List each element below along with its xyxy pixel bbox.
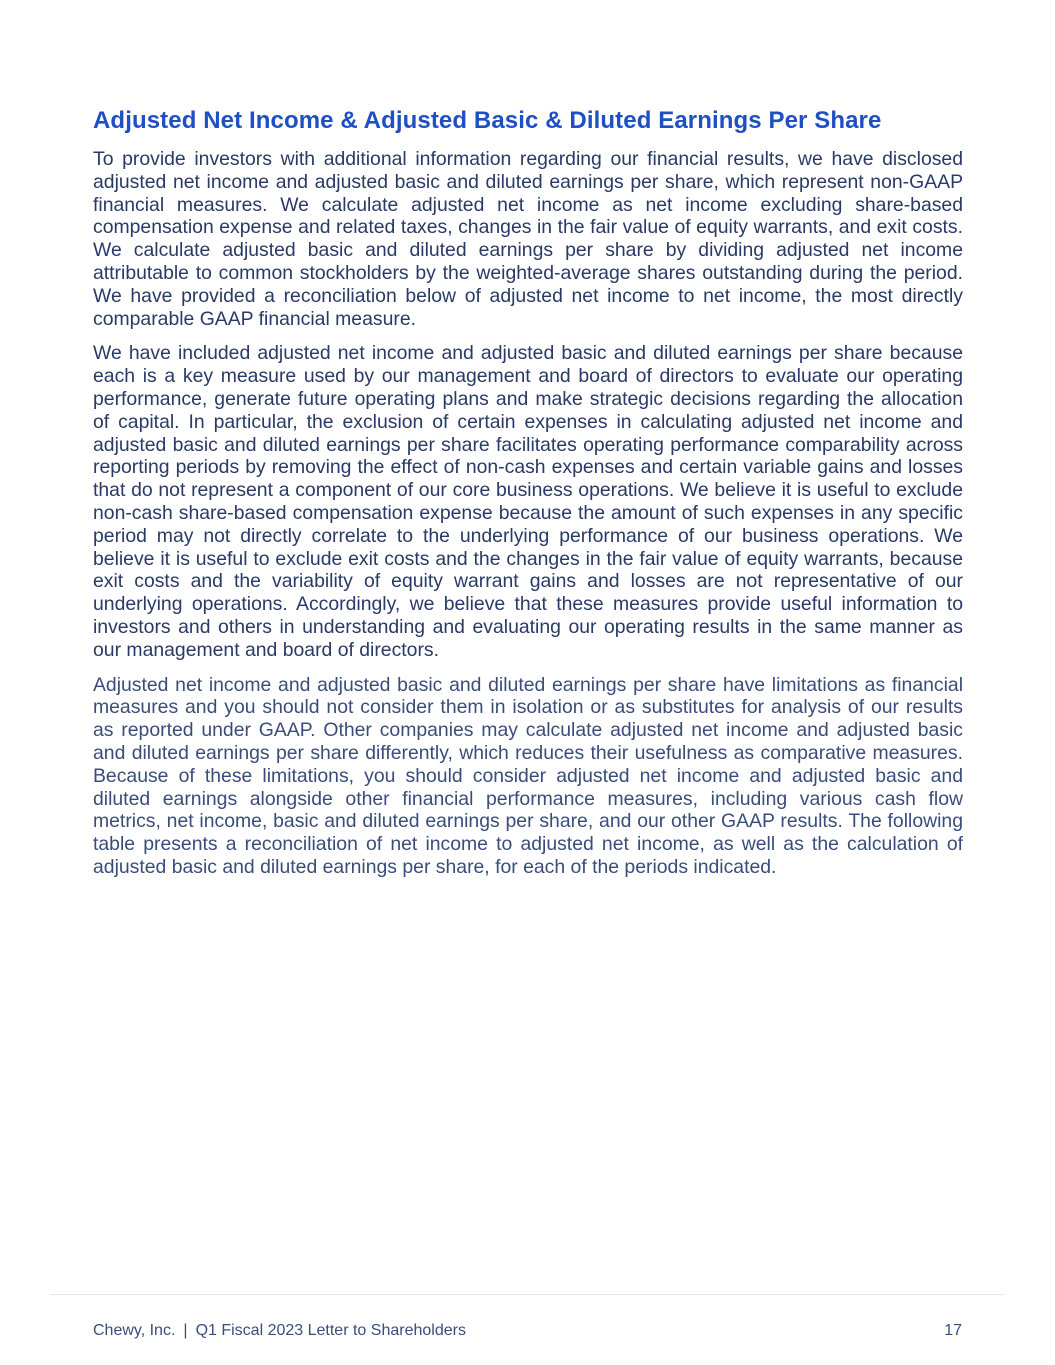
footer-document: Q1 Fiscal 2023 Letter to Shareholders xyxy=(195,1322,466,1339)
footer-divider xyxy=(50,1294,1005,1295)
paragraph-intro: To provide investors with additional information regarding our financial results, we have disclosed adjusted net income and adjusted basic and diluted earnings per share, which represent non-GAAP financial measures. We calculate adjusted net income as net income excluding share-based compensation expense and related taxes, changes in the fair value of equity warrants, and exit costs. We calculate adjusted basic and diluted earnings per share by dividing adjusted net income attributable to common stockholders by the weighted-average shares outstanding during the period. We have provided a reconciliation below of adjusted net income to net income, the most directly comparable GAAP financial measure. xyxy=(93,148,963,330)
page-content xyxy=(93,106,963,891)
paragraph-rationale: We have included adjusted net income and adjusted basic and diluted earnings per share because each is a key measure used by our management and board of directors to evaluate our operating performance, generate future operating plans and make strategic decisions regarding the allocation of capital. In particular, the exclusion of certain expenses in calculating adjusted net income and adjusted basic and diluted earnings per share facilitates operating performance comparability across reporting periods by removing the effect of non-cash expenses and certain variable gains and losses that do not represent a component of our core business operations. We believe it is useful to exclude non-cash share-based compensation expense because the amount of such expenses in any specific period may not directly correlate to the underlying performance of our business operations. We believe it is useful to exclude exit costs and the changes in the fair value of equity warrants, because exit costs and the variability of equity warrant gains and losses are not representative of our underlying operations. Accordingly, we believe that these measures provide useful information to investors and others in understanding and evaluating our operating results in the same manner as our management and board of directors. xyxy=(93,342,963,661)
page-number: 17 xyxy=(944,1322,962,1339)
footer-company: Chewy, Inc. xyxy=(93,1322,176,1339)
footer-separator: | xyxy=(183,1322,188,1339)
section-heading: Adjusted Net Income & Adjusted Basic & Diluted Earnings Per Share xyxy=(93,107,882,134)
footer-title xyxy=(93,1321,466,1341)
paragraph-limitations: Adjusted net income and adjusted basic and diluted earnings per share have limitations as financial measures and you should not consider them in isolation or as substitutes for analysis of our results as reported under GAAP. Other companies may calculate adjusted net income and adjusted basic and diluted earnings per share differently, which reduces their usefulness as comparative measures. Because of these limitations, you should consider adjusted net income and adjusted basic and diluted earnings alongside other financial performance measures, including various cash flow metrics, net income, basic and diluted earnings per share, and our other GAAP results. The following table presents a reconciliation of net income to adjusted net income, as well as the calculation of adjusted basic and diluted earnings per share, for each of the periods indicated. xyxy=(93,673,963,878)
